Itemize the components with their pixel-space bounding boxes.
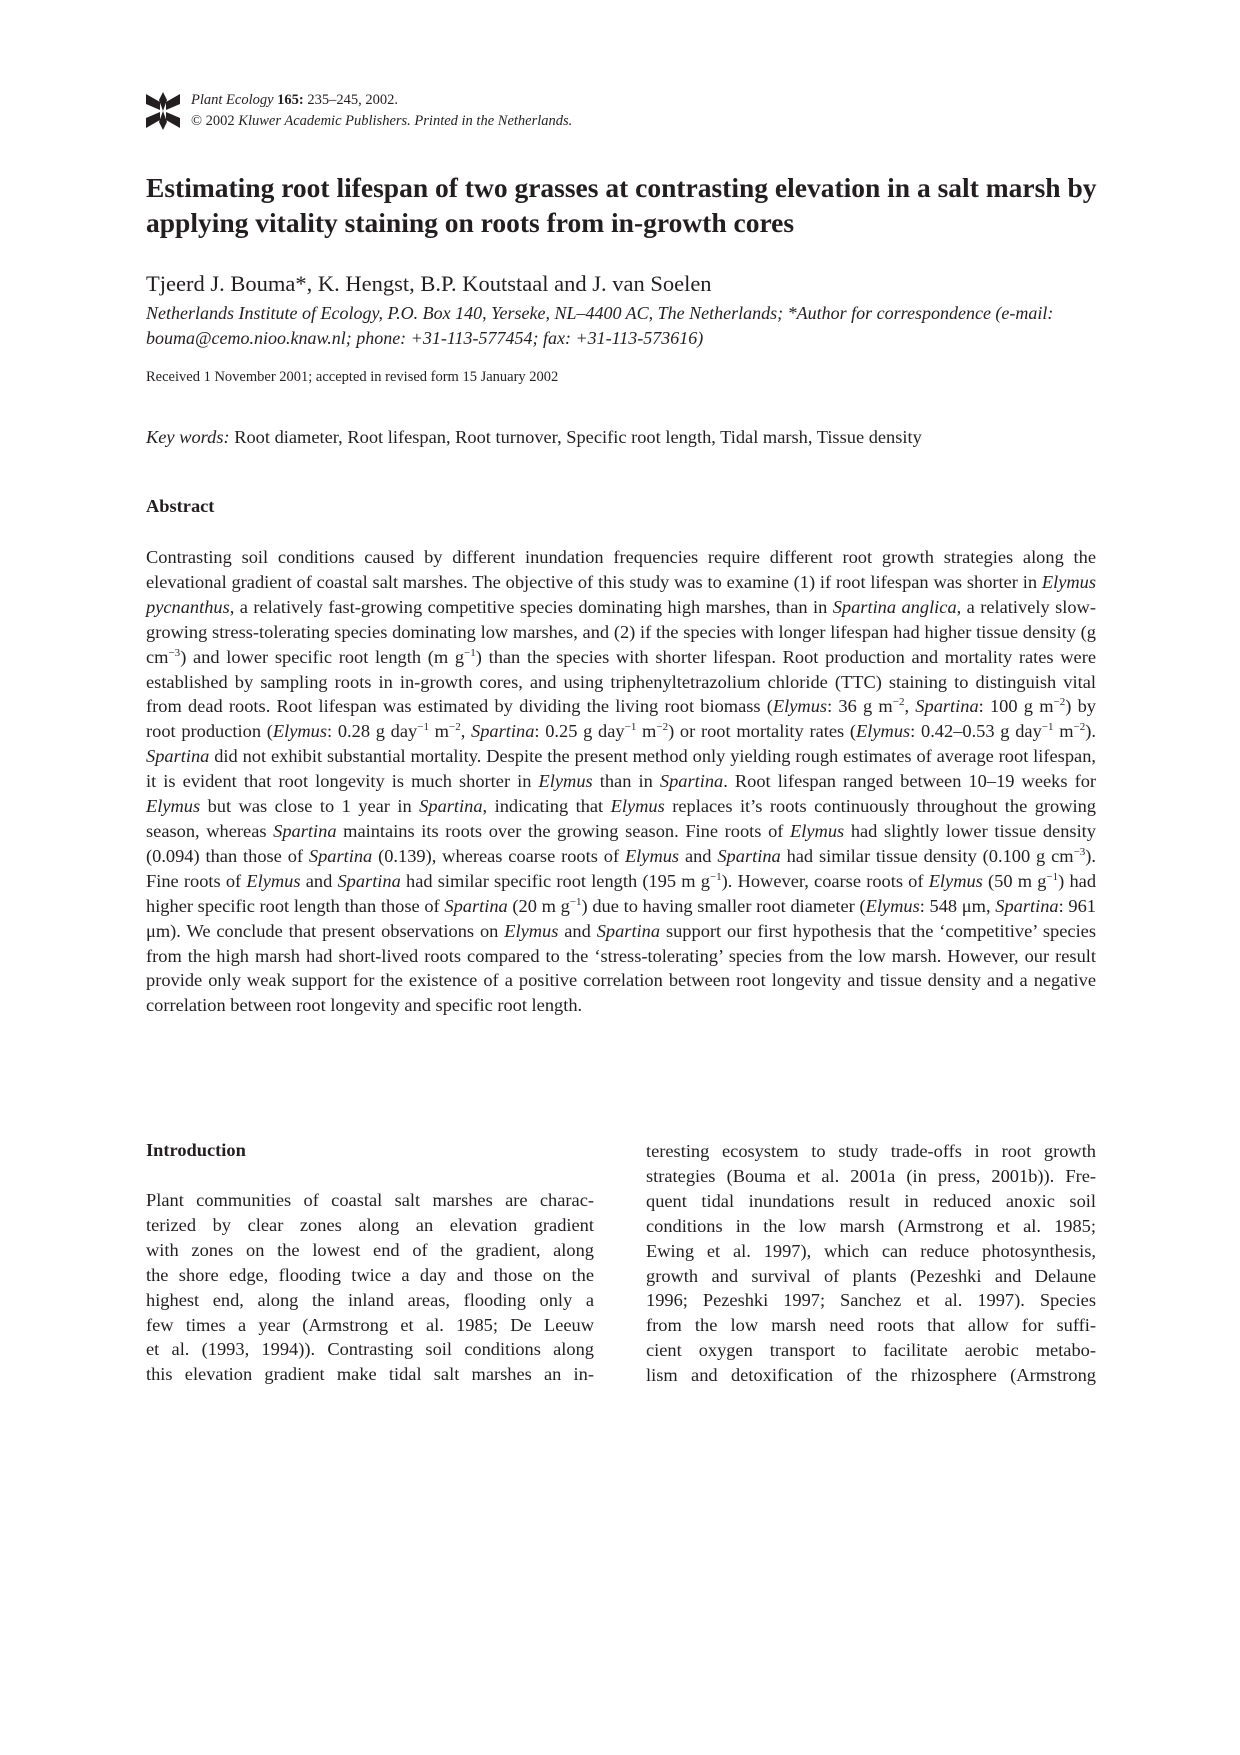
text-line: teresting ecosystem to study trade-offs in root growth	[646, 1141, 1096, 1161]
text-line: 1996; Pezeshki 1997; Sanchez et al. 1997). Species	[646, 1290, 1096, 1311]
journal-header	[146, 90, 846, 136]
text-line: lism and detoxification of the rhizosphere (Armstrong	[646, 1365, 1096, 1386]
journal-citation	[191, 90, 572, 132]
text-line: Plant communities of coastal salt marshes are charac-	[146, 1190, 594, 1210]
abstract-body: Contrasting soil conditions caused by different inundation frequencies require different root growth strategies along the elevational gradient of coastal salt marshes. The objective of this study was to examine (1) if root lifespan was shorter in Elymus pycnanthus, a relatively fast-growing competitive species dominating high marshes, than in Spartina anglica, a relatively slow-growing stress-tolerating species dominating low marshes, and (2) if the species with longer lifespan had higher tissue density (g $cm^{-3}$) and lower specific root length (m $g^{-1}$) than the species with shorter lifespan. Root production and mortality rates were established by sampling roots in in-growth cores, and using triphenyltetrazolium chloride (TTC) staining to distinguish vital from dead roots. Root lifespan was estimated by dividing the living root biomass (Elymus: 36 g $m^{-2}$, Spartina: 100 g $m^{-2}$) by root production (Elymus: 0.28 g day$^{-1}$ $m^{-2}$, Spartina: 0.25 g day$^{-1}$ $m^{-2}$) or root mortality rates (Elymus: 0.42–0.53 g day$^{-1}$ $m^{-2}$). Spartina did not exhibit substantial mortality. Despite the present method only yielding rough estimates of average root lifespan, it is evident that root longevity is much shorter in Elymus than in Spartina. Root lifespan ranged between 10–19 weeks for Elymus but was close to 1 year in Spartina, indicating that Elymus replaces it’s roots continuously throughout the growing season, whereas Spartina maintains its roots over the growing season. Fine roots of Elymus had slightly lower tissue density (0.094) than those of Spartina (0.139), whereas coarse roots of Elymus and Spartina had similar tissue density (0.100 g $cm^{-3}$). Fine roots of Elymus and Spartina had similar specific root length (195 m $g^{-1}$). However, coarse roots of Elymus (50 m $g^{-1}$) had higher specific root length than those of Spartina (20 m $g^{-1}$) due to having smaller root diameter (Elymus: 548 μm, Spartina: 961 μm). We conclude that present observations on Elymus and Spartina support our first hypothesis that the ‘competitive’ species from the high marsh had short-lived roots compared to the ‘stress-tolerating’ species from the low marsh. However, our result provide only weak support for the existence of a positive correlation between root longevity and tissue density and a negative correlation between root longevity and specific root length.	[146, 547, 1097, 1016]
text-line: cient oxygen transport to facilitate aerobic metabo-	[646, 1340, 1096, 1361]
text-line: terized by clear zones along an elevation gradient	[146, 1214, 594, 1235]
text-line: with zones on the lowest end of the gradient, along	[146, 1239, 594, 1260]
keywords-label: Key words:	[146, 427, 230, 447]
journal-pages-year: 235–245, 2002.	[303, 92, 399, 108]
publisher-logo-icon	[146, 92, 180, 130]
introduction-left-column	[146, 1188, 594, 1387]
text-line: Ewing et al. 1997), which can reduce photosynthesis,	[646, 1240, 1096, 1261]
copyright-symbol: © 2002	[191, 113, 239, 129]
text-line: this elevation gradient make tidal salt marshes an in-	[146, 1364, 594, 1385]
text-line: highest end, along the inland areas, flooding only a	[146, 1289, 594, 1310]
text-line: few times a year (Armstrong et al. 1985; De Leeuw	[146, 1314, 594, 1335]
text-line: et al. (1993, 1994)). Contrasting soil conditions along	[146, 1339, 594, 1360]
received-date: Received 1 November 2001; accepted in revised form 15 January 2002	[146, 369, 559, 385]
publisher-line: Kluwer Academic Publishers. Printed in the Netherlands.	[238, 113, 573, 129]
text-line: the shore edge, flooding twice a day and those on the	[146, 1264, 594, 1285]
text-line: strategies (Bouma et al. 2001a (in press, 2001b)). Fre-	[646, 1165, 1096, 1186]
keywords	[146, 427, 922, 448]
article-affiliation: Netherlands Institute of Ecology, P.O. Box 140, Yerseke, NL–4400 AC, The Netherlands; *Author for correspondence (e-mail: bouma@cemo.nioo.knaw.nl; phone: +31-113-577454; fax: +31-113-573616)	[146, 303, 1054, 348]
article-authors: Tjeerd J. Bouma*, K. Hengst, B.P. Koutstaal and J. van Soelen	[146, 271, 712, 296]
text-line: growth and survival of plants (Pezeshki and Delaune	[646, 1265, 1096, 1286]
text-line: quent tidal inundations result in reduced anoxic soil	[646, 1190, 1096, 1211]
journal-name: Plant Ecology	[191, 92, 274, 108]
keywords-list: Root diameter, Root lifespan, Root turnover, Specific root length, Tidal marsh, Tissue density	[229, 427, 922, 447]
introduction-heading: Introduction	[146, 1140, 246, 1160]
text-line: from the low marsh need roots that allow for suffi-	[646, 1315, 1096, 1336]
article-title: Estimating root lifespan of two grasses at contrasting elevation in a salt marsh by applying vitality staining on roots from in-growth cores	[146, 172, 1097, 238]
journal-volume: 165:	[277, 92, 304, 108]
introduction-right-column	[646, 1139, 1096, 1388]
text-line: conditions in the low marsh (Armstrong et al. 1985;	[646, 1215, 1096, 1236]
abstract-heading: Abstract	[146, 496, 215, 516]
